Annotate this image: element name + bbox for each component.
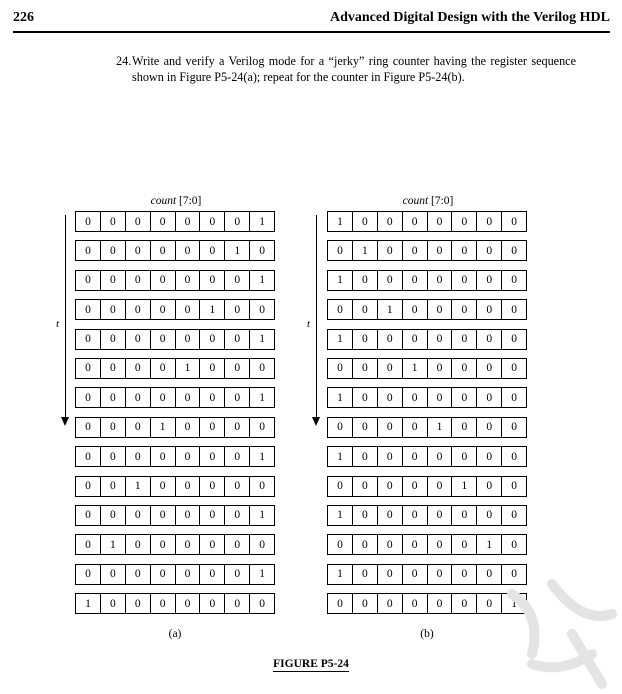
bit-cell: 0 [224, 330, 249, 349]
bit-cell: 0 [85, 274, 91, 287]
bit-cell: 1 [125, 477, 150, 496]
bit-cell: 0 [451, 271, 476, 290]
bit-cell: 0 [427, 477, 452, 496]
bit-cell: 0 [427, 506, 452, 525]
bit-cell: 0 [451, 594, 476, 613]
time-label-b: t [307, 318, 311, 330]
bit-cell: 0 [451, 506, 476, 525]
bit-cell: 0 [125, 271, 150, 290]
bit-cell: 0 [85, 450, 91, 463]
bit-cell: 0 [100, 418, 125, 437]
time-axis-line-b [316, 215, 317, 418]
bit-cell: 0 [175, 271, 200, 290]
bit-cell: 1 [249, 388, 274, 407]
bit-cell: 1 [249, 271, 274, 290]
bit-cell: 0 [100, 330, 125, 349]
bit-cell: 0 [199, 330, 224, 349]
bit-cell: 0 [377, 535, 402, 554]
count-range-b: [7:0] [431, 195, 454, 207]
bit-cell: 0 [100, 359, 125, 378]
bit-cell: 0 [337, 480, 343, 493]
bit-cell: 0 [352, 477, 377, 496]
bit-cell: 0 [337, 362, 343, 375]
bit-cell: 0 [377, 506, 402, 525]
bit-cell: 0 [175, 330, 200, 349]
register-row [75, 446, 275, 467]
bit-cell: 0 [451, 330, 476, 349]
bit-cell: 0 [427, 594, 452, 613]
bit-cell: 0 [402, 300, 427, 319]
bit-cell: 1 [224, 241, 249, 260]
count-range-a: [7:0] [179, 195, 202, 207]
bit-cell: 0 [427, 359, 452, 378]
register-row [75, 240, 275, 261]
bit-cell: 0 [427, 565, 452, 584]
bit-cell: 0 [85, 391, 91, 404]
register-row [327, 240, 527, 261]
register-row [75, 476, 275, 497]
bit-cell: 0 [501, 418, 526, 437]
register-row [327, 417, 527, 438]
bit-cell: 0 [175, 241, 200, 260]
bit-cell: 1 [402, 359, 427, 378]
bit-cell: 0 [224, 477, 249, 496]
bit-cell: 1 [249, 330, 274, 349]
page-header [0, 10, 622, 30]
bit-cell: 0 [501, 241, 526, 260]
bit-cell: 1 [175, 359, 200, 378]
bit-cell: 0 [125, 300, 150, 319]
register-row [75, 564, 275, 585]
bit-cell: 0 [377, 271, 402, 290]
bit-cell: 0 [337, 597, 343, 610]
bit-cell: 0 [175, 594, 200, 613]
bit-cell: 0 [249, 359, 274, 378]
register-row [75, 505, 275, 526]
bit-cell: 0 [125, 506, 150, 525]
bit-cell: 0 [352, 594, 377, 613]
bit-cell: 0 [85, 421, 91, 434]
bit-cell: 0 [451, 388, 476, 407]
bit-cell: 0 [377, 359, 402, 378]
bit-cell: 0 [377, 477, 402, 496]
bit-cell: 0 [150, 271, 175, 290]
bit-cell: 0 [224, 565, 249, 584]
sublabel-b: (b) [420, 628, 434, 640]
bit-cell: 0 [476, 388, 501, 407]
bit-cell: 0 [175, 418, 200, 437]
bit-cell: 0 [85, 568, 91, 581]
bit-cell: 1 [337, 568, 343, 581]
bit-cell: 0 [100, 477, 125, 496]
bit-cell: 0 [402, 477, 427, 496]
bit-cell: 0 [402, 565, 427, 584]
bit-cell: 0 [224, 388, 249, 407]
bit-cell: 0 [85, 480, 91, 493]
bit-cell: 0 [199, 241, 224, 260]
bit-cell: 0 [476, 506, 501, 525]
bit-cell: 0 [427, 388, 452, 407]
bit-cell: 0 [501, 388, 526, 407]
problem-statement [116, 53, 576, 85]
bit-cell: 1 [476, 535, 501, 554]
register-row [75, 534, 275, 555]
bit-cell: 0 [85, 362, 91, 375]
bit-cell: 0 [199, 565, 224, 584]
bit-cell: 1 [451, 477, 476, 496]
sublabel-a: (a) [168, 628, 182, 640]
bit-cell: 0 [451, 418, 476, 437]
register-rows-b [327, 211, 527, 622]
bit-cell: 0 [199, 388, 224, 407]
bit-cell: 0 [476, 330, 501, 349]
bit-cell: 0 [402, 535, 427, 554]
bit-cell: 1 [337, 450, 343, 463]
bit-cell: 0 [150, 447, 175, 466]
bit-cell: 0 [100, 565, 125, 584]
bit-cell: 0 [150, 330, 175, 349]
bit-cell: 0 [100, 271, 125, 290]
bit-cell: 0 [377, 565, 402, 584]
bit-cell: 0 [402, 330, 427, 349]
register-row [75, 270, 275, 291]
bit-cell: 0 [427, 212, 452, 231]
register-row [75, 211, 275, 232]
bit-cell: 0 [352, 330, 377, 349]
bit-cell: 0 [476, 300, 501, 319]
bit-cell: 0 [377, 447, 402, 466]
bit-cell: 0 [476, 565, 501, 584]
bit-cell: 0 [337, 244, 343, 257]
bit-cell: 0 [451, 241, 476, 260]
bit-cell: 0 [150, 506, 175, 525]
register-row [327, 446, 527, 467]
bit-cell: 0 [100, 241, 125, 260]
bit-cell: 0 [150, 565, 175, 584]
bit-cell: 0 [199, 535, 224, 554]
bit-cell: 0 [150, 477, 175, 496]
bit-cell: 0 [402, 418, 427, 437]
bit-cell: 0 [175, 388, 200, 407]
register-row [327, 299, 527, 320]
page-number: 226 [13, 10, 34, 25]
bit-cell: 0 [451, 447, 476, 466]
bit-cell: 0 [125, 535, 150, 554]
bit-cell: 1 [337, 509, 343, 522]
time-arrow-a [61, 417, 69, 426]
problem-number: 24. [116, 54, 132, 68]
bit-cell: 0 [85, 244, 91, 257]
bit-cell: 0 [199, 477, 224, 496]
bit-cell: 0 [125, 330, 150, 349]
bit-cell: 0 [125, 212, 150, 231]
bit-cell: 0 [175, 506, 200, 525]
bit-cell: 0 [249, 300, 274, 319]
count-label-a [75, 195, 277, 207]
bit-cell: 0 [125, 388, 150, 407]
bit-cell: 0 [337, 303, 343, 316]
bit-cell: 0 [501, 300, 526, 319]
bit-cell: 0 [352, 535, 377, 554]
register-row [327, 329, 527, 350]
register-row [327, 358, 527, 379]
bit-cell: 0 [199, 506, 224, 525]
register-row [75, 299, 275, 320]
bit-cell: 0 [427, 271, 452, 290]
bit-cell: 0 [150, 535, 175, 554]
bit-cell: 0 [476, 271, 501, 290]
bit-cell: 1 [100, 535, 125, 554]
bit-cell: 0 [427, 447, 452, 466]
bit-cell: 0 [377, 594, 402, 613]
bit-cell: 1 [199, 300, 224, 319]
bit-cell: 0 [85, 303, 91, 316]
register-row [75, 593, 275, 614]
bit-cell: 0 [175, 447, 200, 466]
watermark-seal [472, 574, 622, 694]
bit-cell: 0 [249, 594, 274, 613]
bit-cell: 0 [100, 388, 125, 407]
bit-cell: 0 [199, 418, 224, 437]
bit-cell: 0 [427, 241, 452, 260]
bit-cell: 1 [337, 274, 343, 287]
bit-cell: 0 [150, 388, 175, 407]
bit-cell: 0 [125, 241, 150, 260]
bit-cell: 0 [402, 212, 427, 231]
bit-cell: 0 [199, 594, 224, 613]
bit-cell: 0 [100, 212, 125, 231]
count-name-a: count [150, 195, 177, 207]
bit-cell: 0 [501, 506, 526, 525]
bit-cell: 0 [150, 241, 175, 260]
bit-cell: 1 [85, 597, 91, 610]
bit-cell: 0 [451, 565, 476, 584]
bit-cell: 0 [501, 212, 526, 231]
bit-cell: 0 [352, 271, 377, 290]
register-row [327, 534, 527, 555]
bit-cell: 0 [451, 535, 476, 554]
bit-cell: 0 [199, 359, 224, 378]
bit-cell: 1 [427, 418, 452, 437]
bit-cell: 0 [224, 447, 249, 466]
bit-cell: 0 [402, 271, 427, 290]
bit-cell: 0 [125, 565, 150, 584]
register-row [75, 358, 275, 379]
bit-cell: 0 [476, 447, 501, 466]
bit-cell: 0 [501, 477, 526, 496]
register-row [75, 329, 275, 350]
bit-cell: 0 [501, 535, 526, 554]
bit-cell: 0 [224, 212, 249, 231]
header-rule [13, 31, 610, 33]
bit-cell: 0 [125, 594, 150, 613]
bit-cell: 1 [249, 447, 274, 466]
bit-cell: 0 [175, 212, 200, 231]
count-label-b [327, 195, 529, 207]
bit-cell: 0 [501, 330, 526, 349]
bit-cell: 0 [150, 359, 175, 378]
bit-cell: 1 [501, 594, 526, 613]
register-row [327, 211, 527, 232]
bit-cell: 1 [337, 391, 343, 404]
bit-cell: 0 [224, 506, 249, 525]
bit-cell: 0 [224, 359, 249, 378]
bit-cell: 0 [427, 535, 452, 554]
register-row [327, 387, 527, 408]
bit-cell: 0 [85, 538, 91, 551]
running-title: Advanced Digital Design with the Verilog HDL [329, 10, 610, 25]
bit-cell: 0 [476, 594, 501, 613]
bit-cell: 0 [150, 300, 175, 319]
bit-cell: 0 [476, 359, 501, 378]
time-arrow-b [312, 417, 320, 426]
bit-cell: 0 [352, 300, 377, 319]
bit-cell: 0 [501, 565, 526, 584]
bit-cell: 0 [100, 300, 125, 319]
bit-cell: 0 [224, 300, 249, 319]
bit-cell: 0 [249, 418, 274, 437]
bit-cell: 0 [150, 594, 175, 613]
bit-cell: 0 [427, 330, 452, 349]
bit-cell: 0 [352, 418, 377, 437]
bit-cell: 0 [501, 271, 526, 290]
bit-cell: 0 [451, 359, 476, 378]
bit-cell: 0 [337, 421, 343, 434]
bit-cell: 0 [476, 418, 501, 437]
bit-cell: 0 [377, 388, 402, 407]
bit-cell: 0 [249, 241, 274, 260]
bit-cell: 0 [377, 241, 402, 260]
bit-cell: 0 [476, 477, 501, 496]
bit-cell: 0 [125, 447, 150, 466]
count-name-b: count [402, 195, 429, 207]
bit-cell: 0 [402, 388, 427, 407]
bit-cell: 0 [150, 212, 175, 231]
register-row [327, 270, 527, 291]
bit-cell: 0 [224, 418, 249, 437]
bit-cell: 0 [100, 594, 125, 613]
register-row [75, 417, 275, 438]
time-label-a: t [56, 318, 60, 330]
bit-cell: 0 [85, 215, 91, 228]
bit-cell: 0 [125, 359, 150, 378]
register-row [75, 387, 275, 408]
bit-cell: 1 [249, 212, 274, 231]
register-row [327, 505, 527, 526]
bit-cell: 0 [451, 212, 476, 231]
bit-cell: 0 [352, 212, 377, 231]
register-row [327, 476, 527, 497]
bit-cell: 0 [85, 509, 91, 522]
bit-cell: 1 [337, 333, 343, 346]
figure-caption-text: FIGURE P5-24 [273, 658, 349, 670]
bit-cell: 0 [175, 565, 200, 584]
bit-cell: 0 [337, 538, 343, 551]
bit-cell: 0 [249, 535, 274, 554]
bit-cell: 0 [224, 594, 249, 613]
bit-cell: 0 [476, 241, 501, 260]
bit-cell: 1 [249, 565, 274, 584]
bit-cell: 1 [337, 215, 343, 228]
bit-cell: 0 [402, 447, 427, 466]
bit-cell: 0 [377, 330, 402, 349]
bit-cell: 0 [352, 506, 377, 525]
bit-cell: 1 [249, 506, 274, 525]
time-axis-line-a [65, 215, 66, 418]
bit-cell: 0 [175, 477, 200, 496]
bit-cell: 0 [199, 212, 224, 231]
bit-cell: 0 [224, 535, 249, 554]
bit-cell: 0 [199, 447, 224, 466]
bit-cell: 0 [501, 359, 526, 378]
bit-cell: 0 [100, 506, 125, 525]
bit-cell: 0 [427, 300, 452, 319]
bit-cell: 1 [352, 241, 377, 260]
bit-cell: 0 [352, 359, 377, 378]
bit-cell: 0 [125, 418, 150, 437]
register-rows-a [75, 211, 275, 622]
bit-cell: 0 [199, 271, 224, 290]
bit-cell: 0 [377, 418, 402, 437]
bit-cell: 0 [224, 271, 249, 290]
bit-cell: 0 [402, 241, 427, 260]
bit-cell: 0 [85, 333, 91, 346]
bit-cell: 0 [451, 300, 476, 319]
bit-cell: 0 [352, 565, 377, 584]
bit-cell: 0 [501, 447, 526, 466]
bit-cell: 0 [352, 447, 377, 466]
bit-cell: 1 [150, 418, 175, 437]
problem-text: Write and verify a Verilog mode for a “jerky” ring counter having the register sequence shown in Figure P5-24(a); repeat for the counter in Figure P5-24(b). [132, 54, 576, 84]
bit-cell: 0 [402, 594, 427, 613]
bit-cell: 0 [352, 388, 377, 407]
bit-cell: 0 [402, 506, 427, 525]
bit-cell: 0 [377, 212, 402, 231]
bit-cell: 0 [249, 477, 274, 496]
bit-cell: 0 [175, 300, 200, 319]
bit-cell: 1 [377, 300, 402, 319]
bit-cell: 0 [175, 535, 200, 554]
bit-cell: 0 [476, 212, 501, 231]
bit-cell: 0 [100, 447, 125, 466]
